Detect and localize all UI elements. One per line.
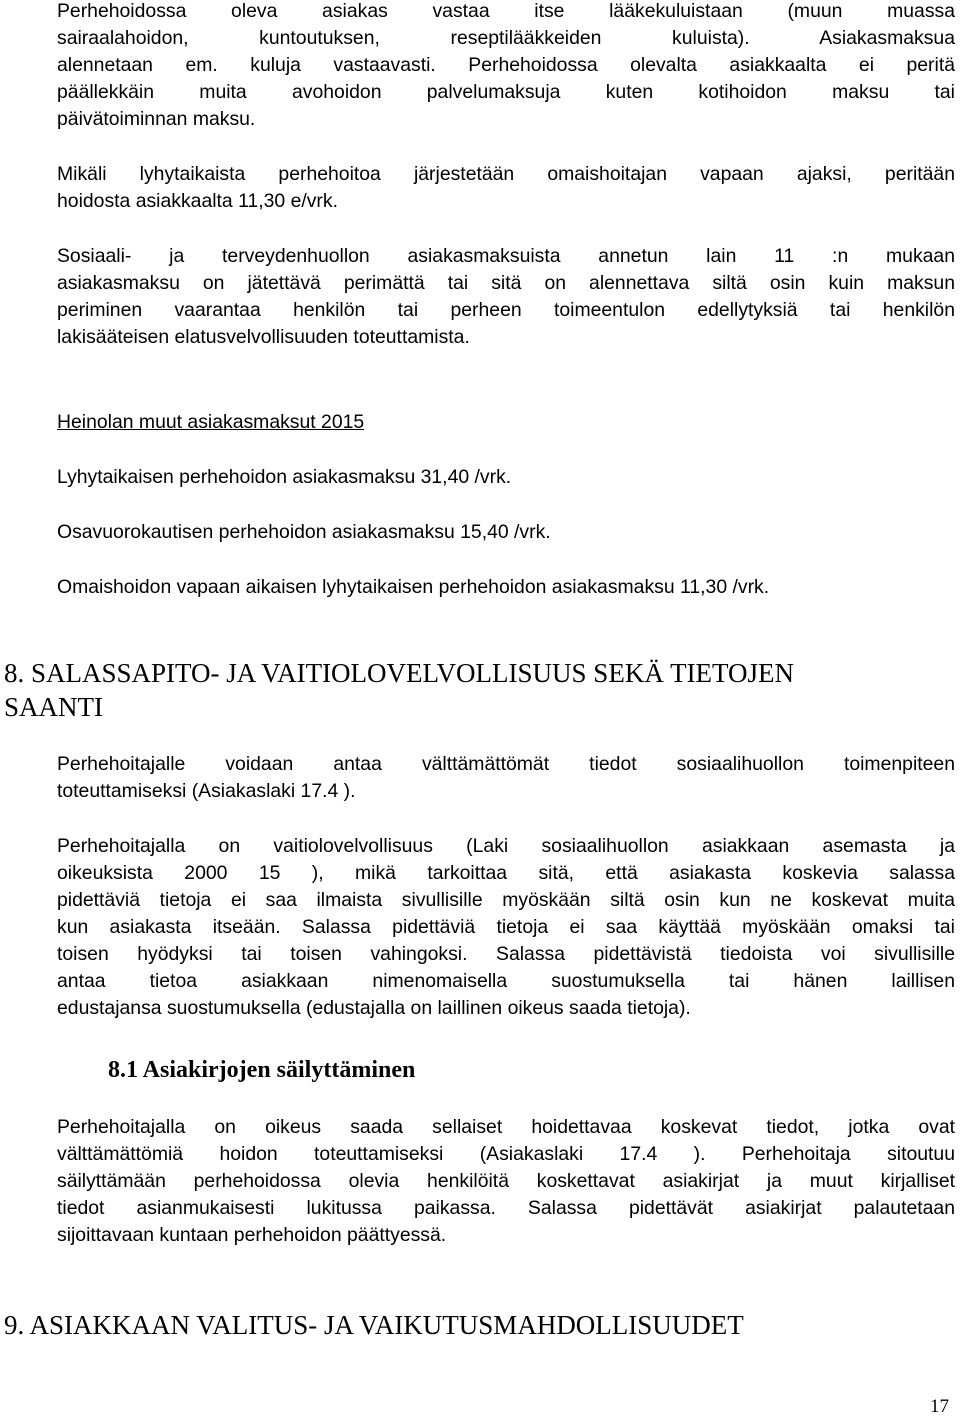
fee-item-short-term: Lyhytaikaisen perhehoidon asiakasmaksu 31,40 /vrk. (57, 466, 512, 488)
section-8-paragraph-2-line-2: oikeuksista 2000 15 ), mikä tarkoittaa sitä, että asiakasta koskevia salassa (57, 862, 955, 884)
section-8-paragraph-2-line-7: edustajansa suostumuksella (edustajalla on laillinen oikeus saada tietoja). (57, 997, 691, 1019)
paragraph-3-line-3: periminen vaarantaa henkilön tai perheen toimeentulon edellytyksiä tai henkilön (57, 299, 955, 321)
section-8-1-heading: 8.1 Asiakirjojen säilyttäminen (108, 1057, 416, 1083)
section-8-1-paragraph-line-4: tiedot asianmukaisesti lukitussa paikassa. Salassa pidettävät asiakirjat palautetaan (57, 1197, 955, 1219)
section-8-1-paragraph-line-1: Perhehoitajalla on oikeus saada sellaiset hoidettavaa koskevat tiedot, jotka ovat (57, 1116, 955, 1138)
fees-section-title: Heinolan muut asiakasmaksut 2015 (57, 411, 365, 433)
paragraph-1-line-3: alennetaan em. kuluja vastaavasti. Perhehoidossa olevalta asiakkaalta ei peritä (57, 54, 955, 76)
section-8-paragraph-2-line-4: kun asiakasta itseään. Salassa pidettäviä tietoja ei saa käyttää myöskään omaksi tai (57, 916, 955, 938)
paragraph-1-line-2: sairaalahoidon, kuntoutuksen, reseptilääkkeiden kuluista). Asiakasmaksua (57, 27, 955, 49)
section-8-paragraph-2-line-1: Perhehoitajalla on vaitiolovelvollisuus (Laki sosiaalihuollon asiakkaan asemasta ja (57, 835, 955, 857)
section-8-paragraph-1-line-1: Perhehoitajalle voidaan antaa välttämättömät tiedot sosiaalihuollon toimenpiteen (57, 753, 955, 775)
paragraph-1-line-5: päivätoiminnan maksu. (57, 108, 256, 130)
paragraph-3-line-4: lakisääteisen elatusvelvollisuuden toteuttamista. (57, 326, 470, 348)
paragraph-1-line-1: Perhehoidossa oleva asiakas vastaa itse lääkekuluistaan (muun muassa (57, 0, 955, 22)
paragraph-3-line-2: asiakasmaksu on jätettävä perimättä tai sitä on alennettava siltä osin kuin maksun (57, 272, 955, 294)
paragraph-2-line-1: Mikäli lyhytaikaista perhehoitoa järjestetään omaishoitajan vapaan ajaksi, peritään (57, 163, 955, 185)
section-8-paragraph-2-line-6: antaa tietoa asiakkaan nimenomaisella suostumuksella tai hänen laillisen (57, 970, 955, 992)
paragraph-2-line-2: hoidosta asiakkaalta 11,30 e/vrk. (57, 190, 338, 212)
section-8-heading-line-2: SAANTI (4, 692, 103, 722)
fee-item-partial-day: Osavuorokautisen perhehoidon asiakasmaksu 15,40 /vrk. (57, 521, 551, 543)
section-9-heading: 9. ASIAKKAAN VALITUS- JA VAIKUTUSMAHDOLLISUUDET (4, 1310, 744, 1340)
paragraph-3-line-1: Sosiaali- ja terveydenhuollon asiakasmaksuista annetun lain 11 :n mukaan (57, 245, 955, 267)
section-8-1-paragraph-line-5: sijoittavaan kuntaan perhehoidon päättyessä. (57, 1224, 447, 1246)
section-8-paragraph-1-line-2: toteuttamiseksi (Asiakaslaki 17.4 ). (57, 780, 356, 802)
section-8-paragraph-2-line-3: pidettäviä tietoja ei saa ilmaista sivullisille myöskään siltä osin kun ne koskevat muita (57, 889, 955, 911)
section-8-1-paragraph-line-2: välttämättömiä hoidon toteuttamiseksi (Asiakaslaki 17.4 ). Perhehoitaja sitoutuu (57, 1143, 955, 1165)
fee-item-caregiver-leave: Omaishoidon vapaan aikaisen lyhytaikaisen perhehoidon asiakasmaksu 11,30 /vrk. (57, 576, 770, 598)
page-number: 17 (930, 1396, 949, 1417)
section-8-1-paragraph-line-3: säilyttämään perhehoidossa olevia henkilöitä koskettavat asiakirjat ja muut kirjalliset (57, 1170, 955, 1192)
section-8-paragraph-2-line-5: toisen hyödyksi tai toisen vahingoksi. Salassa pidettävistä tiedoista voi sivullisille (57, 943, 955, 965)
paragraph-1-line-4: päällekkäin muita avohoidon palvelumaksuja kuten kotihoidon maksu tai (57, 81, 955, 103)
section-8-heading-line-1: 8. SALASSAPITO- JA VAITIOLOVELVOLLISUUS SEKÄ TIETOJEN (4, 658, 795, 688)
